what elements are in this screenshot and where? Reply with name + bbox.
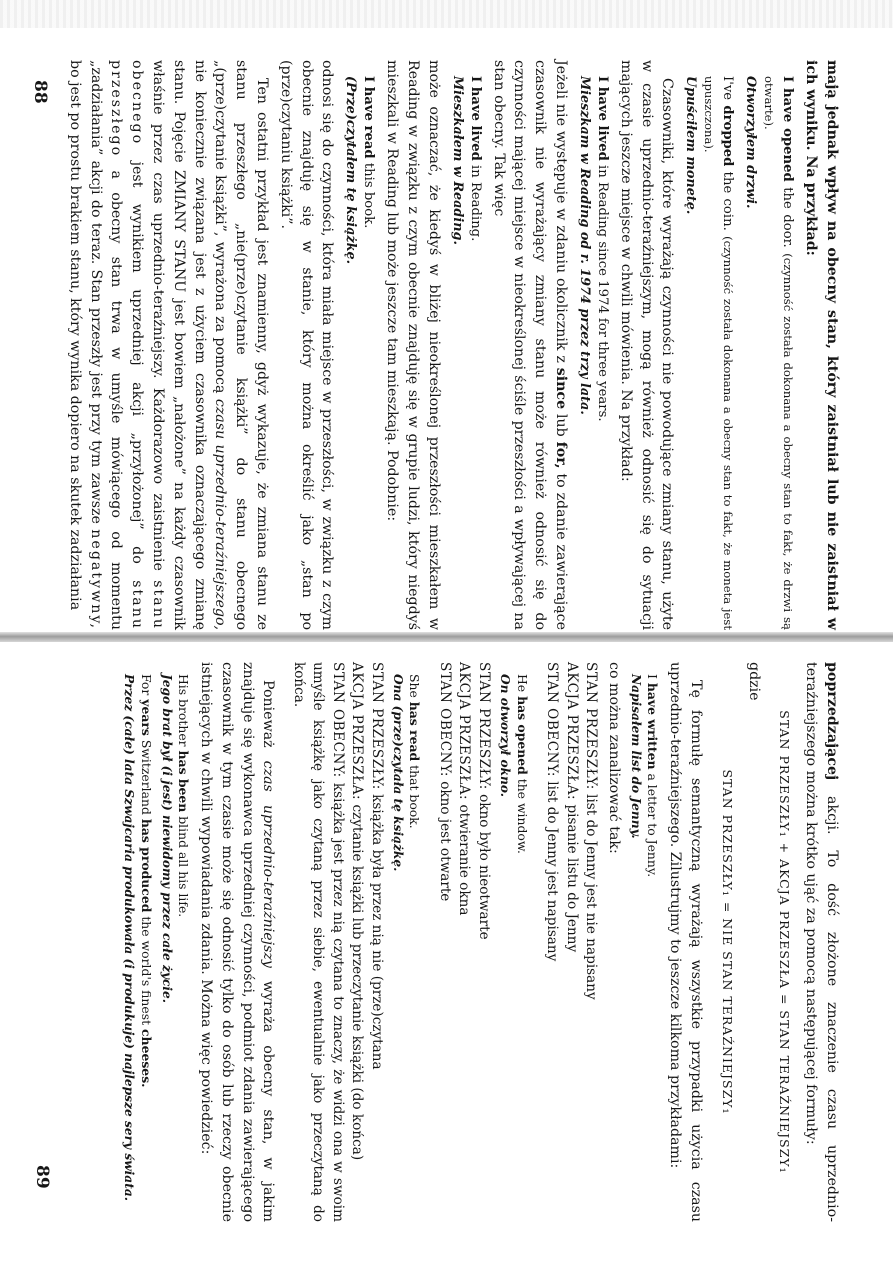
paragraph-4: Ponieważ czas uprzednio-teraźniejszy wyraża obecny stan, w jakim znajduje się wykonawca uprzedniej czynności, podmiot zdania zawierającego czasownik w tym czasie może się odnosić tylko do osób lub rzeczy obecnie istniejących w chwili wypowiadania zdania. Można więc powiedzieć:	[197, 662, 277, 1223]
example-2-polish: On otworzył okno.	[497, 674, 512, 798]
paragraph-3: co można zanalizować tak:	[605, 662, 622, 854]
example-5-english: I have read this book.	[361, 76, 377, 229]
paragraph-1: poprzedzającej akcji. To dość złożone znaczenie czasu uprzednio-teraźniejszego można krótko ująć za pomocą następującej formuły:	[803, 662, 840, 1222]
example-1-polish: Otworzyłem drzwi.	[743, 76, 759, 209]
paragraph-6: Ten ostatni przykład jest znamienny, gdyż wykazuje, że zmiana stanu ze stanu przeszłego „nie(prze)czytanie książki” do stanu obecnego „(prze)czytanie książki”, wyrażona za pomocą czasu uprzednio-teraźniejszego, nie koniecznie związana jest z użyciem czasownika oznaczającego zmianę stanu. Pojęcie ZMIANY STANU jest bowiem „nałożone” na każdy czasownik właśnie przez czas uprzednio-teraźniejszy. Każdorazowo zaistnienie stanu obecnego jest wynikiem uprzedniej akcji „przyłożonej” do stanu przeszłego a obecny stan trwa w umyśle mówiącego od momentu „zadziałania” akcji do teraz. Stan przeszły jest przy tym zawsze negatywny, bo jest po prostu brakiem stanu, który wynika dopiero na skutek zadziałania	[66, 60, 271, 630]
paragraph-3: Jeżeli nie występuje w zdaniu okolicznik z since lub for, to zdanie zawierające czasownik nie wyrażający zmiany stanu może również odnosić się do czynności mającej miejsce w nieokreślonej ściśle przeszłości a wpływającej na stan obecny. Tak więc	[490, 60, 570, 631]
paragraph-2: Tę formułę semantyczną wyrażają wszystkie przypadki użycia czasu uprzednio-teraźniejszego. Zilustrujmy to jeszcze kilkoma przykładami:	[667, 662, 705, 1222]
gdzie-label: gdzie	[745, 662, 762, 701]
example-1-english: I have opened the door. (czynność została dokonana a obecny stan to fakt, że drzwi są otwarte).	[762, 76, 796, 630]
scan-edge-artifact	[0, 0, 893, 28]
example-1-english: I have written a letter to Jenny.	[645, 674, 661, 878]
formula-2: STAN PRZESZŁY₁ = NIE STAN TERAŹNIEJSZY₁	[719, 769, 735, 1115]
page-88	[52, 60, 842, 630]
example-4-polish: Mieszkałem w Reading.	[449, 76, 465, 245]
state-row-9: STAN OBECNY: książka jest przez nią czytana to znaczy, że widzi ona w swoim umyśle książkę jako czytaną przez siebie, ewentualnie jako przeczytaną do końca.	[290, 662, 346, 1222]
formula-1: STAN PRZESZŁY₁ + AKCJA PRZESZŁA = STAN TERAŹNIEJSZY₁	[777, 710, 793, 1174]
page-89	[52, 662, 842, 1222]
state-row-6: STAN OBECNY: okno jest otwarte	[436, 662, 453, 902]
example-2-polish: Upuściłem monetę.	[683, 76, 699, 215]
example-5-polish: (Prze)czytałem tę książkę.	[343, 76, 359, 265]
example-5-polish: Przez (całe) lata Szwajcaria produkowała (i produkuje) najlepsze sery świata.	[121, 674, 136, 1201]
state-row-8: AKCJA PRZESZŁA: czytanie książki lub przeczytanie książki (do końca)	[349, 662, 366, 1161]
example-3-polish: Ona (prze)czytała tę książkę.	[390, 674, 405, 872]
state-row-5: AKCJA PRZESZŁA: otwieranie okna	[456, 662, 473, 916]
state-row-3: STAN OBECNY: list do Jenny jest napisany	[544, 662, 561, 962]
example-3-english: I have lived in Reading since 1974 for three years.	[595, 76, 611, 422]
example-2-english: He has opened the window.	[514, 674, 530, 854]
example-2-english: I've dropped the coin. (czynność została dokonana a obecny stan to fakt, że moneta jest upuszczona).	[702, 76, 736, 630]
example-3-polish: Mieszkam w Reading od r. 1974 przez trzy lata.	[577, 76, 593, 415]
paragraph-4: może oznaczać, że kiedyś w bliżej nieokreślonej przeszłości mieszkałem w Reading w związku z czym obecnie znajduję się w grupie ludzi, który niegdyś mieszkali w Reading lub może jeszcze tam mieszkają. Podobnie:	[384, 60, 442, 630]
example-5-english: For years Switzerland has produced the world's finest cheeses.	[138, 674, 154, 1088]
example-4-polish: Jego brat był (i jest) niewidomy przez całe życie.	[159, 674, 174, 1004]
book-spine-shadow	[0, 632, 893, 642]
paragraph-2: Czasowniki, które wyrażają czynności nie powodujące zmiany stanu, użyte w czasie uprzednio-teraźniejszym, mogą również odnosić się do sytuacji mających jeszcze miejsce w chwili mówienia. Na przykład:	[617, 60, 676, 630]
state-row-1: STAN PRZESZŁY: list do Jenny jest nie napisany	[583, 662, 600, 1000]
paragraph-1: mają jednak wpływ na obecny stan, który zaistniał lub nie zaistniał w ich wyniku. Na przykład:	[803, 60, 840, 630]
state-row-2: AKCJA PRZESZŁA: pisanie listu do Jenny	[563, 662, 580, 953]
example-4-english: His brother has been blind all his life.	[176, 674, 192, 918]
page-number-89: 89	[32, 1165, 52, 1189]
state-row-7: STAN PRZESZŁY: książka była przez nią nie (prze)czytana	[368, 662, 385, 1070]
example-3-english: She has read that book.	[407, 674, 423, 829]
state-row-4: STAN PRZESZŁY: okno było nieotwarte	[475, 662, 492, 940]
page-number-88: 88	[30, 80, 50, 104]
example-1-polish: Napisałem list do Jenny.	[628, 674, 643, 839]
paragraph-5: odnosi się do czynności, która miała miejsce w przeszłości, w związku z czym obecnie znajduję się w stanie, który można określić jako „stan po (prze)czytaniu książki”.	[277, 60, 336, 630]
example-4-english: I have lived in Reading.	[467, 76, 483, 242]
